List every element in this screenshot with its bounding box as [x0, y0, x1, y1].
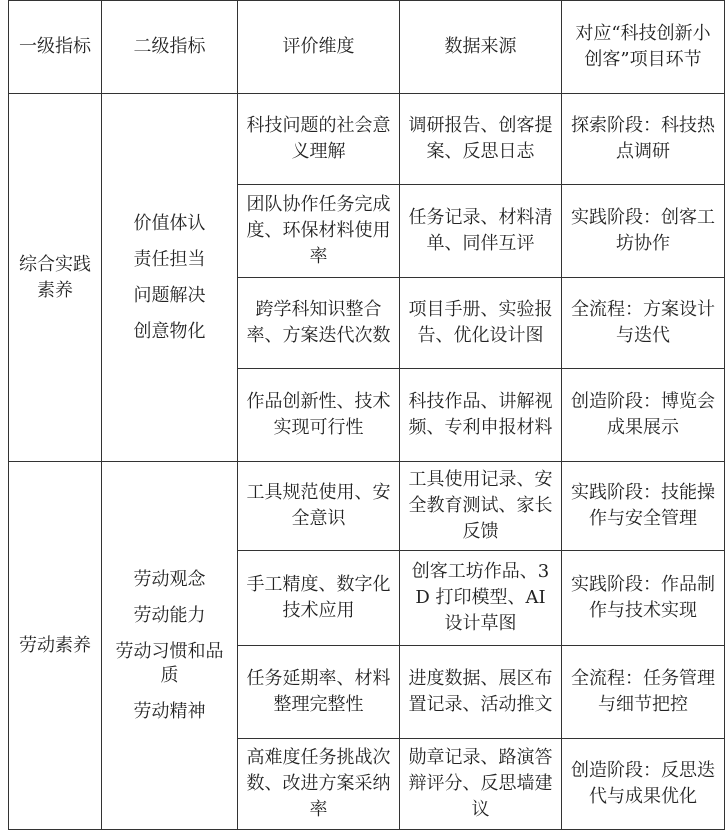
header-project-stage: 对应“科技创新小创客”项目环节: [562, 1, 725, 94]
source-cell: 科技作品、讲解视频、专利申报材料: [400, 369, 562, 462]
header-source: 数据来源: [400, 1, 562, 94]
dimension-cell: 任务延期率、材料整理完整性: [238, 646, 400, 739]
second-level-item: 责任担当: [133, 248, 206, 270]
evaluation-table: [8, 0, 725, 830]
table-row: [9, 94, 725, 185]
stage-cell: 全流程：方案设计与迭代: [562, 278, 725, 369]
dimension-cell: 科技问题的社会意义理解: [238, 94, 400, 185]
dimension-cell: 高难度任务挑战次数、改进方案采纳率: [238, 739, 400, 830]
header-dimension: 评价维度: [238, 1, 400, 94]
dimension-cell: 工具规范使用、安全意识: [238, 462, 400, 551]
header-second-level: 二级指标: [102, 1, 238, 94]
second-level-cell: [102, 462, 238, 830]
header-first-level: 一级指标: [9, 1, 102, 94]
source-cell: 创客工坊作品、3D 打印模型、AI 设计草图: [400, 551, 562, 646]
first-level-cell: 劳动素养: [9, 462, 102, 830]
stage-cell: 创造阶段：反思迭代与成果优化: [562, 739, 725, 830]
source-cell: 调研报告、创客提案、反思日志: [400, 94, 562, 185]
table-header-row: [9, 1, 725, 94]
first-level-cell: 综合实践素养: [9, 94, 102, 462]
stage-cell: 创造阶段：博览会成果展示: [562, 369, 725, 462]
dimension-cell: 团队协作任务完成度、环保材料使用率: [238, 185, 400, 278]
second-level-item: 价值体认: [133, 212, 206, 234]
dimension-cell: 跨学科知识整合率、方案迭代次数: [238, 278, 400, 369]
stage-cell: 实践阶段：作品制作与技术实现: [562, 551, 725, 646]
stage-cell: 实践阶段：创客工坊协作: [562, 185, 725, 278]
second-level-item: 劳动习惯和品质: [115, 640, 224, 686]
source-cell: 进度数据、展区布置记录、活动推文: [400, 646, 562, 739]
stage-cell: 探索阶段：科技热点调研: [562, 94, 725, 185]
source-cell: 项目手册、实验报告、优化设计图: [400, 278, 562, 369]
second-level-item: 劳动观念: [133, 568, 206, 590]
dimension-cell: 手工精度、数字化技术应用: [238, 551, 400, 646]
second-level-item: 创意物化: [133, 320, 206, 342]
source-cell: 工具使用记录、安全教育测试、家长反馈: [400, 462, 562, 551]
stage-cell: 全流程：任务管理与细节把控: [562, 646, 725, 739]
second-level-item: 劳动能力: [133, 604, 206, 626]
second-level-item: 劳动精神: [133, 700, 206, 722]
second-level-cell: [102, 94, 238, 462]
stage-cell: 实践阶段：技能操作与安全管理: [562, 462, 725, 551]
dimension-cell: 作品创新性、技术实现可行性: [238, 369, 400, 462]
source-cell: 任务记录、材料清单、同伴互评: [400, 185, 562, 278]
source-cell: 勋章记录、路演答辩评分、反思墙建议: [400, 739, 562, 830]
table-row: [9, 462, 725, 551]
second-level-item: 问题解决: [133, 284, 206, 306]
